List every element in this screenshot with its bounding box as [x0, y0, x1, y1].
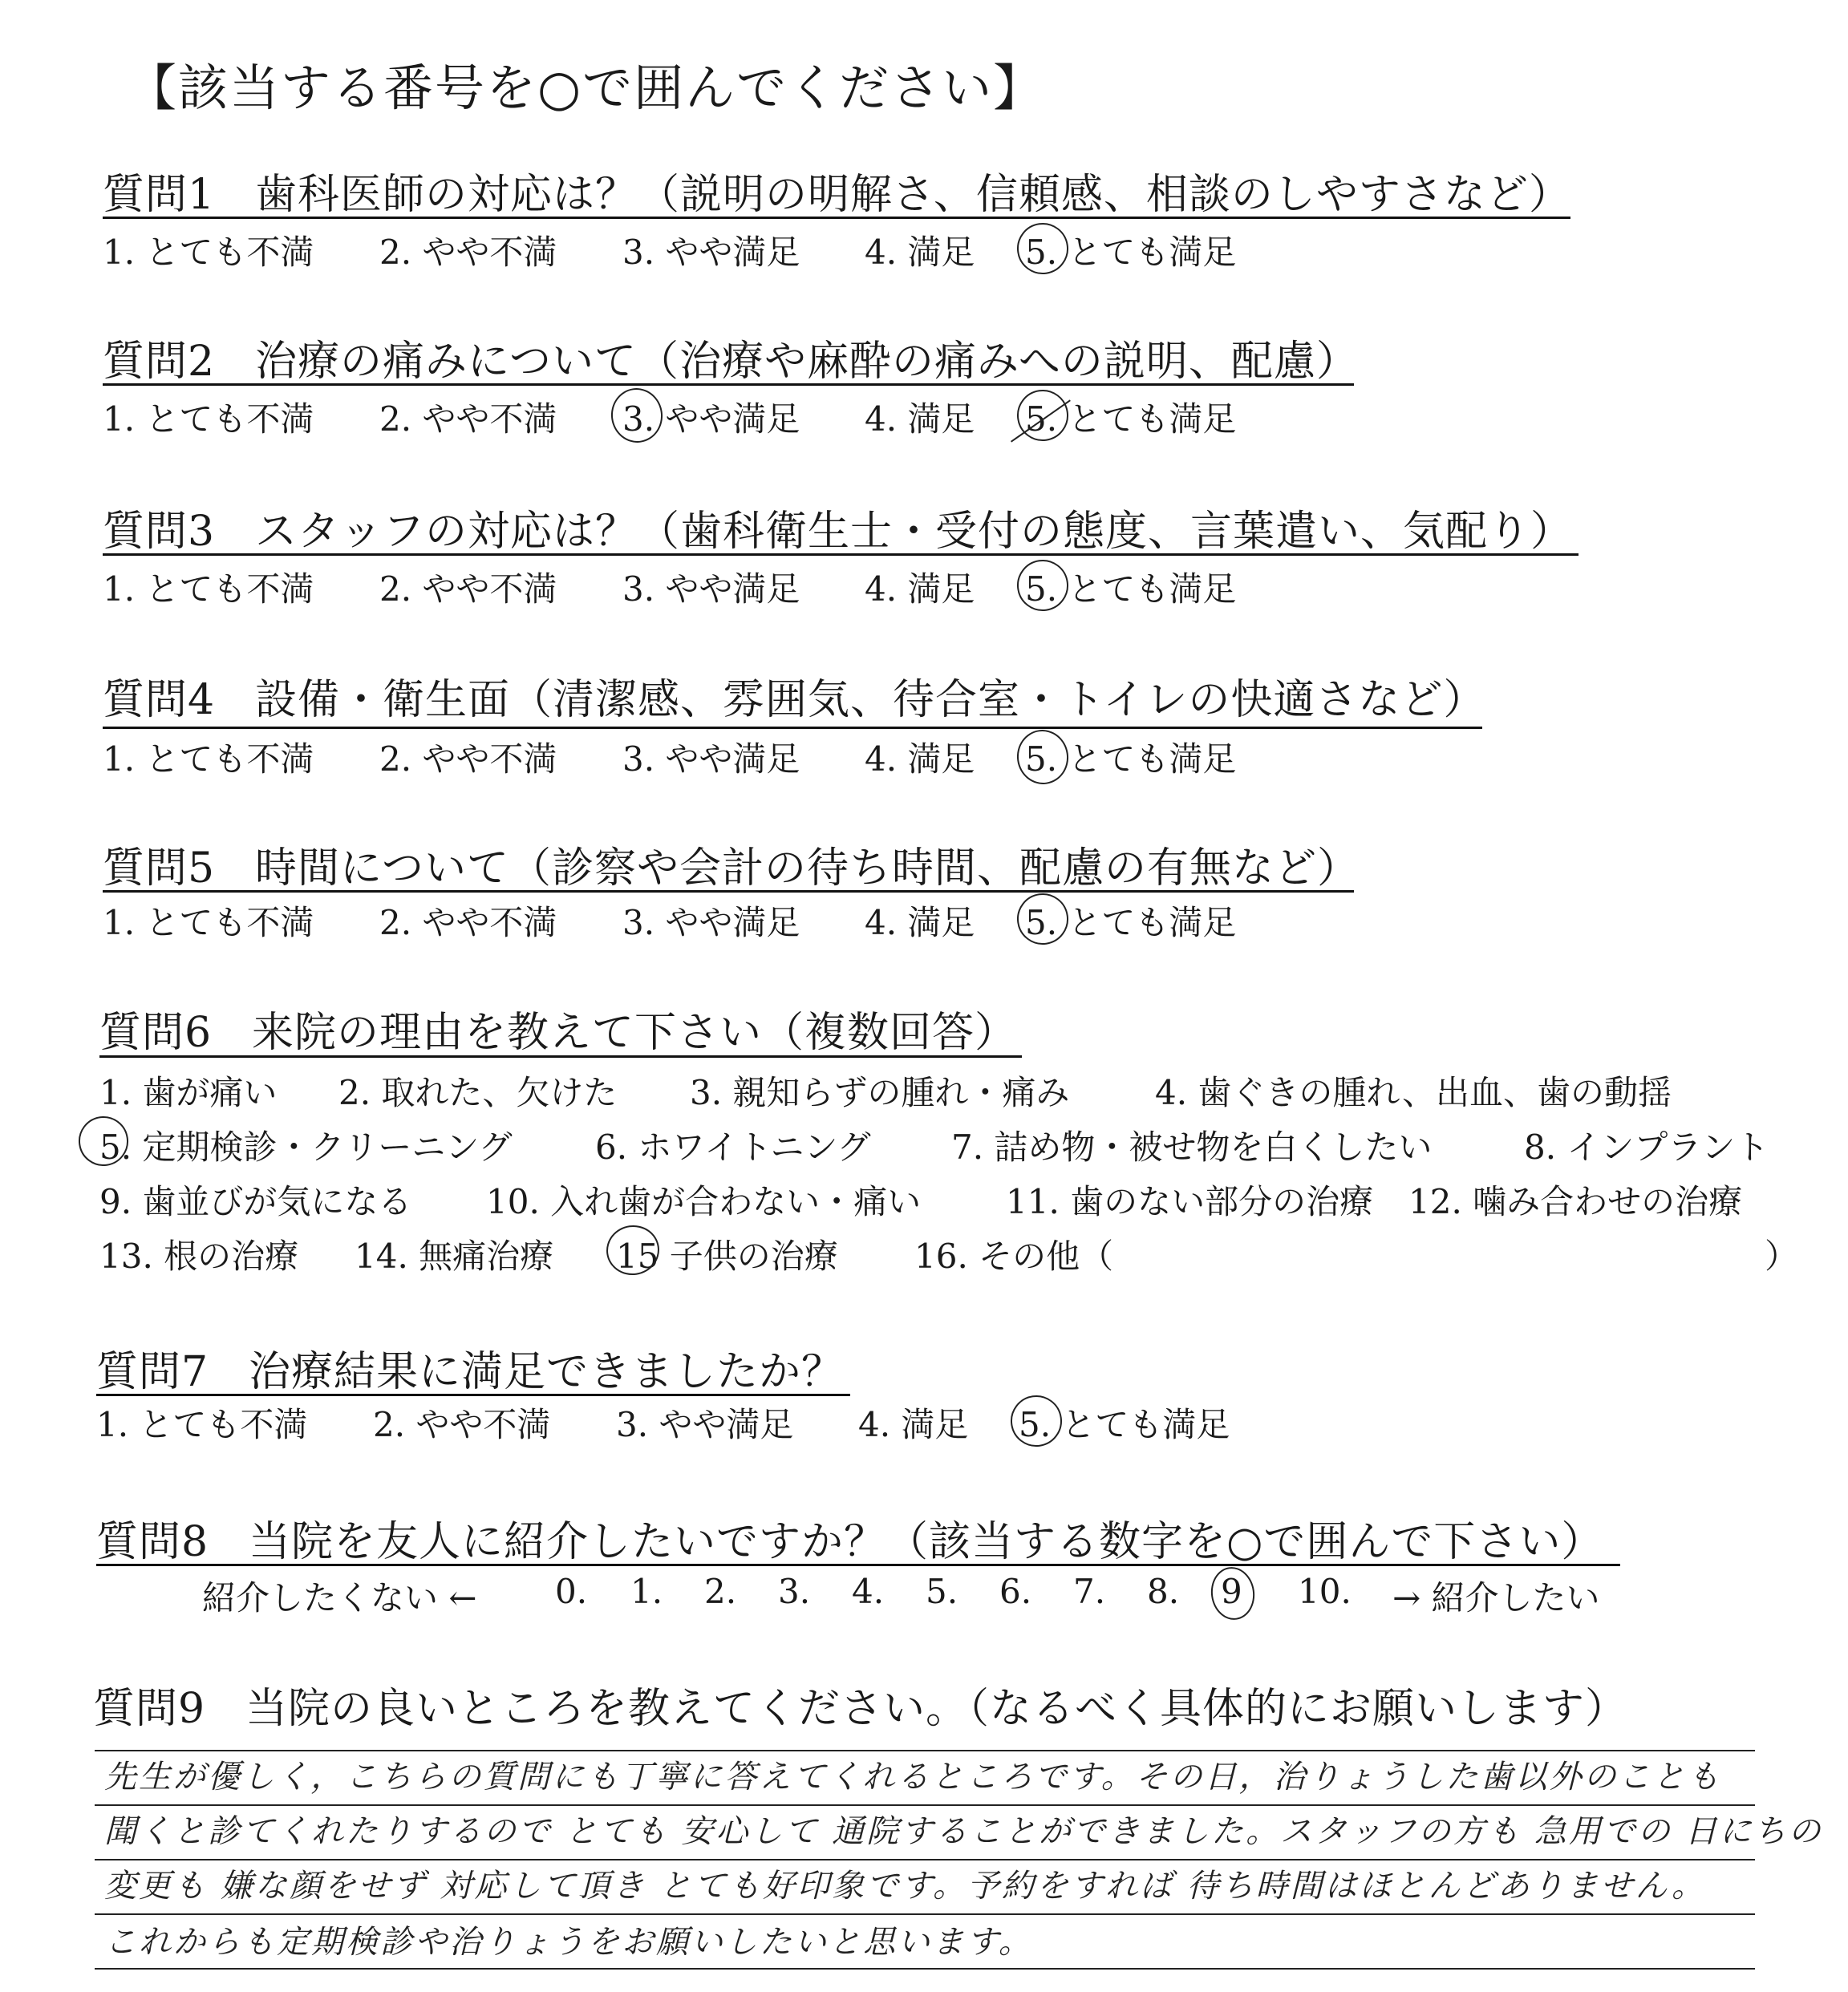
- question-8-title: [96, 1508, 1603, 1568]
- option-2[interactable]: 2. やや不満: [379, 569, 557, 609]
- question-number: 質問8: [96, 1518, 209, 1566]
- scale-4[interactable]: 4.: [852, 1572, 885, 1611]
- underline: [96, 1564, 1620, 1566]
- scale-10[interactable]: 10.: [1298, 1572, 1352, 1611]
- scale-5[interactable]: 5.: [926, 1572, 958, 1611]
- reason-14[interactable]: 14. 無痛治療: [355, 1237, 554, 1276]
- question-7-title: [96, 1338, 844, 1398]
- question-text: 治療の痛みについて（治療や麻酔の痛みへの説明、配慮）: [255, 338, 1359, 386]
- underline: [96, 1394, 850, 1396]
- question-number: 質問4: [103, 676, 216, 724]
- option-5-crossed[interactable]: 5. とても満足: [1025, 399, 1237, 439]
- option-3[interactable]: 3. やや満足: [622, 903, 800, 942]
- scale-1[interactable]: 1.: [630, 1572, 663, 1611]
- option-1[interactable]: 1. とても不満: [103, 903, 314, 942]
- question-text: 当院を友人に紹介したいですか？（該当する数字を○で囲んで下さい）: [249, 1518, 1604, 1566]
- option-2[interactable]: 2. やや不満: [379, 399, 557, 439]
- option-3-selected[interactable]: 3. やや満足: [622, 399, 800, 439]
- underline: [103, 727, 1482, 729]
- question-text: 治療結果に満足できましたか？: [249, 1348, 845, 1396]
- question-4-title: [103, 666, 1485, 726]
- scale-low-label: 紹介したくない ←: [202, 1578, 477, 1617]
- option-1[interactable]: 1. とても不満: [96, 1405, 308, 1444]
- reason-4[interactable]: 4. 歯ぐきの腫れ、出血、歯の動揺: [1155, 1073, 1672, 1112]
- reason-1[interactable]: 1. 歯が痛い: [99, 1073, 278, 1112]
- page-title: 【該当する番号を○で囲んでください】: [127, 59, 1045, 117]
- question-number: 質問7: [96, 1348, 209, 1396]
- reason-6[interactable]: 6. ホワイトニング: [595, 1128, 871, 1167]
- underline: [103, 553, 1578, 556]
- scale-3[interactable]: 3.: [778, 1572, 811, 1611]
- underline: [99, 1055, 1022, 1058]
- question-text: 来院の理由を教えて下さい（複数回答）: [252, 1009, 1018, 1057]
- scale-8[interactable]: 8.: [1147, 1572, 1180, 1611]
- option-4[interactable]: 4. 満足: [865, 569, 975, 609]
- option-2[interactable]: 2. やや不満: [373, 1405, 551, 1444]
- option-5-selected[interactable]: 5. とても満足: [1025, 739, 1237, 779]
- option-4[interactable]: 4. 満足: [865, 399, 975, 439]
- question-number: 質問6: [99, 1009, 213, 1057]
- question-text: 歯科医師の対応は？（説明の明解さ、信頼感、相談のしやすさなど）: [255, 171, 1571, 219]
- answer-rule: [95, 1968, 1755, 1970]
- question-6-title: [99, 998, 1017, 1059]
- reason-11[interactable]: 11. 歯のない部分の治療: [1006, 1182, 1374, 1221]
- option-5-selected[interactable]: 5. とても満足: [1019, 1405, 1230, 1444]
- question-5-title: [103, 834, 1360, 894]
- underline: [103, 890, 1354, 893]
- question-number: 質問9: [93, 1685, 206, 1733]
- reason-9[interactable]: 9. 歯並びが気になる: [99, 1182, 412, 1221]
- underline: [103, 383, 1354, 386]
- reason-13[interactable]: 13. 根の治療: [99, 1237, 299, 1276]
- question-text: 当院の良いところを教えてください。（なるべく具体的にお願いします）: [245, 1685, 1628, 1733]
- scale-9-selected[interactable]: 9: [1221, 1572, 1242, 1611]
- option-4[interactable]: 4. 満足: [865, 233, 975, 272]
- option-4[interactable]: 4. 満足: [858, 1405, 969, 1444]
- option-1[interactable]: 1. とても不満: [103, 233, 314, 272]
- question-text: 時間について（診察や会計の待ち時間、配慮の有無など）: [255, 844, 1360, 893]
- option-3[interactable]: 3. やや満足: [622, 739, 800, 779]
- reason-15-selected[interactable]: 15 子供の治療: [616, 1237, 838, 1276]
- option-3[interactable]: 3. やや満足: [622, 569, 800, 609]
- option-4[interactable]: 4. 満足: [865, 903, 975, 942]
- scale-high-label: → 紹介したい: [1392, 1578, 1600, 1617]
- question-text: 設備・衛生面（清潔感、雰囲気、待合室・トイレの快適さなど）: [255, 676, 1486, 724]
- question-number: 質問2: [103, 338, 216, 386]
- option-1[interactable]: 1. とても不満: [103, 569, 314, 609]
- option-3[interactable]: 3. やや満足: [616, 1405, 794, 1444]
- option-2[interactable]: 2. やや不満: [379, 233, 557, 272]
- option-3[interactable]: 3. やや満足: [622, 233, 800, 272]
- reason-3[interactable]: 3. 親知らずの腫れ・痛み: [690, 1073, 1070, 1112]
- selection-circle: [1208, 1565, 1258, 1623]
- question-2-title: [103, 327, 1359, 387]
- question-text: スタッフの対応は？（歯科衛生士・受付の態度、言葉遣い、気配り）: [255, 508, 1574, 556]
- scale-0[interactable]: 0.: [555, 1572, 588, 1611]
- option-1[interactable]: 1. とても不満: [103, 739, 314, 779]
- reason-5-selected[interactable]: 5. 定期検診・クリーニング: [99, 1128, 513, 1167]
- reason-2[interactable]: 2. 取れた、欠けた: [338, 1073, 618, 1112]
- question-9-title: [93, 1674, 1627, 1735]
- question-number: 質問3: [103, 508, 216, 556]
- handwritten-answer-line-1: 先生が優しく，こちらの質問にも丁寧に答えてくれるところです。その日，治りょうした歯以外のことも: [104, 1759, 1722, 1796]
- reason-12[interactable]: 12. 噛み合わせの治療: [1408, 1182, 1743, 1221]
- reason-16-close-paren: ）: [1765, 1237, 1799, 1276]
- reason-7[interactable]: 7. 詰め物・被せ物を白くしたい: [951, 1128, 1433, 1167]
- handwritten-answer-line-4: これからも定期検診や治りょうをお願いしたいと思います。: [104, 1924, 1033, 1961]
- underline: [103, 217, 1570, 219]
- option-1[interactable]: 1. とても不満: [103, 399, 314, 439]
- answer-rule: [95, 1913, 1755, 1915]
- handwritten-answer-line-2: 聞くと診てくれたりするので とても 安心して 通院することができました。スタッフの方も 急用での 日にちの: [104, 1813, 1823, 1850]
- question-3-title: [103, 497, 1573, 557]
- option-5-selected[interactable]: 5. とても満足: [1025, 233, 1237, 272]
- question-1-title: [103, 160, 1571, 221]
- option-5-selected[interactable]: 5. とても満足: [1025, 569, 1237, 609]
- option-4[interactable]: 4. 満足: [865, 739, 975, 779]
- reason-8[interactable]: 8. インプラント: [1524, 1128, 1769, 1167]
- handwritten-answer-line-3: 変更も 嫌な顔をせず 対応して頂き とても好印象です。予約をすれば 待ち時間はほとんどありません。: [104, 1868, 1707, 1905]
- option-2[interactable]: 2. やや不満: [379, 903, 557, 942]
- question-number: 質問5: [103, 844, 216, 893]
- option-2[interactable]: 2. やや不満: [379, 739, 557, 779]
- scale-2[interactable]: 2.: [704, 1572, 737, 1611]
- reason-10[interactable]: 10. 入れ歯が合わない・痛い: [486, 1182, 922, 1221]
- scale-6[interactable]: 6.: [999, 1572, 1032, 1611]
- question-number: 質問1: [103, 171, 216, 219]
- reason-16[interactable]: 16. その他（: [914, 1237, 1114, 1276]
- scale-7[interactable]: 7.: [1073, 1572, 1106, 1611]
- option-5-selected[interactable]: 5. とても満足: [1025, 903, 1237, 942]
